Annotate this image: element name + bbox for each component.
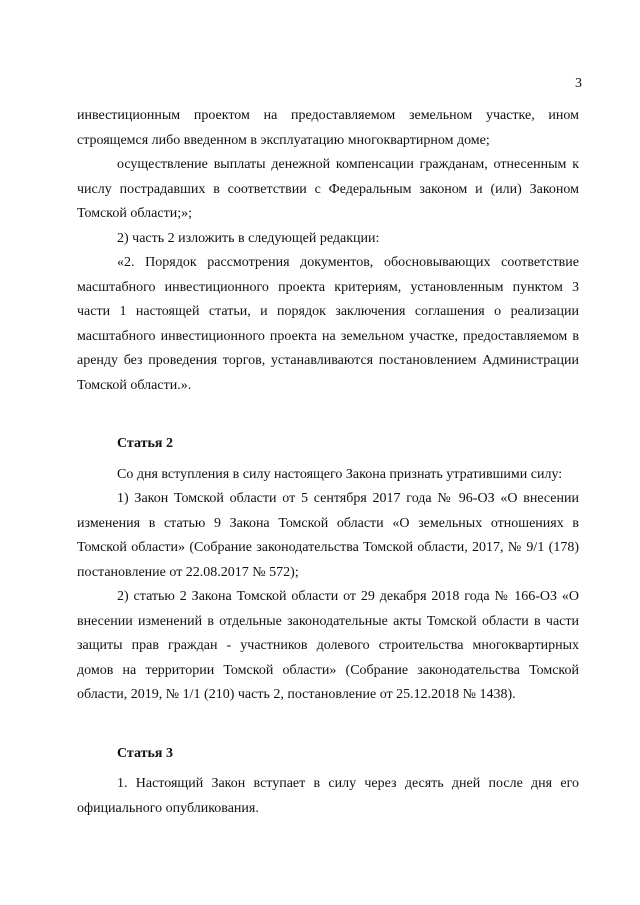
paragraph-compensation: осуществление выплаты денежной компенсации гражданам, отнесенным к числу пострадавших в соответствии с Федеральным законом и (или) Законом Томской области;»; [77,157,579,221]
article-2-heading: Статья 2 [117,436,173,451]
paragraph-amendment-part2: 2) часть 2 изложить в следующей редакции: [117,230,380,246]
article-3-item-1: 1. Настоящий Закон вступает в силу через десять дней после дня его официального опубликования. [77,776,579,816]
article-2-item-1: 1) Закон Томской области от 5 сентября 2017 года № 96-ОЗ «О внесении изменения в статью 9 Закона Томской области «О земельных отношениях в Томской области» (Собрание законодательства Томской области, 2017, № 9/1 (178) постановление от 22.08.2017 № 572); [77,491,579,580]
article-3-heading: Статья 3 [117,745,173,761]
paragraph-new-wording: «2. Порядок рассмотрения документов, обосновывающих соответствие масштабного инвестиционного проекта критериям, установленным пунктом 3 части 1 настоящей статьи, и порядок заключения соглашения о реализации масштабного инвестиционного проекта на земельном участке, предоставляемом в аренду без проведения торгов, устанавливаются постановлением Администрации Томской области.». [77,255,579,393]
paragraph-continuation: инвестиционным проектом на предоставляемом земельном участке, ином строящемся либо введенном в эксплуатацию многоквартирном доме; [77,108,579,148]
article-2-item-2: 2) статью 2 Закона Томской области от 29 декабря 2018 года № 166-ОЗ «О внесении изменений в отдельные законодательные акты Томской области в части защиты прав граждан - участников долевого строительства многоквартирных домов на территории Томской области» (Собрание законодательства Томской области, 2019, № 1/1 (210) часть 2, постановление от 25.12.2018 № 1438). [77,589,579,702]
document-body [77,104,579,821]
article-2-intro: Со дня вступления в силу настоящего Закона признать утратившими силу: [117,466,563,482]
page-number: 3 [575,76,582,91]
